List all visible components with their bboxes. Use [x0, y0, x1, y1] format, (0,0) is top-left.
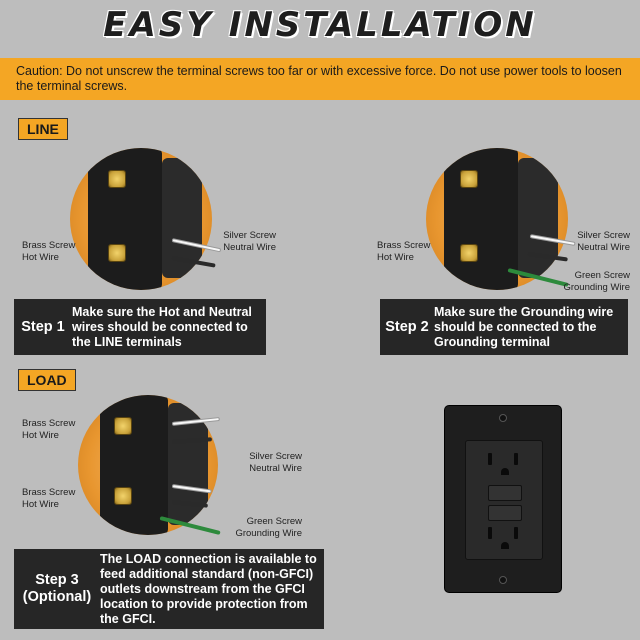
- step3-number: [14, 572, 100, 606]
- step3-number-line1: Step 3: [35, 572, 79, 588]
- step3-callout-silver: [234, 451, 302, 474]
- line-section-label: LINE: [18, 118, 68, 140]
- step2-callout-brass: [377, 240, 430, 263]
- step3-number-line2: (Optional): [22, 589, 92, 605]
- caution-banner: Caution: Do not unscrew the terminal screws too far or with excessive force. Do not use power tools to loosen the terminal screws.: [0, 58, 640, 100]
- callout-neutral-wire: Neutral Wire: [223, 241, 276, 253]
- test-button: [488, 485, 522, 501]
- brass-screw-icon: [114, 417, 132, 435]
- step2-number: Step 2: [385, 318, 429, 335]
- gfci-outlet-image: [444, 405, 562, 593]
- callout-neutral-wire: Neutral Wire: [577, 241, 630, 253]
- step2-text: Make sure the Grounding wire should be connected to the Grounding terminal: [434, 304, 614, 349]
- reset-button: [488, 505, 522, 521]
- step1-callout-silver: [210, 230, 276, 253]
- callout-silver-screw: Silver Screw: [249, 451, 302, 462]
- callout-brass-screw: Brass Screw: [377, 240, 431, 251]
- brass-screw-icon: [108, 244, 126, 262]
- callout-neutral-wire: Neutral Wire: [249, 462, 302, 474]
- step3-text: The LOAD connection is available to feed additional standard (non-GFCI) outlets downstream from the GFCI location to provide protection from the GFCI.: [100, 551, 317, 626]
- callout-brass-screw: Brass Screw: [22, 418, 76, 429]
- callout-silver-screw: Silver Screw: [577, 230, 630, 241]
- step3-box: [14, 549, 324, 629]
- brass-screw-icon: [108, 170, 126, 188]
- callout-hot-wire: Hot Wire: [22, 251, 59, 263]
- callout-silver-screw: Silver Screw: [223, 230, 276, 241]
- step1-callout-brass: [22, 240, 75, 263]
- screw-icon: [499, 414, 507, 422]
- step2-callout-green: [556, 270, 630, 293]
- step3-callout-green: [226, 516, 302, 539]
- step1-box: [14, 299, 266, 355]
- step1-photo: [70, 148, 212, 290]
- step3-callout-brass-bottom: [22, 487, 75, 510]
- callout-hot-wire: Hot Wire: [22, 498, 59, 510]
- load-section-label: LOAD: [18, 369, 76, 391]
- callout-brass-screw: Brass Screw: [22, 240, 76, 251]
- callout-hot-wire: Hot Wire: [22, 429, 59, 441]
- callout-green-screw: Green Screw: [574, 270, 630, 281]
- step3-callout-brass-top: [22, 418, 75, 441]
- step2-photo: [426, 148, 568, 290]
- screw-icon: [499, 576, 507, 584]
- brass-screw-icon: [460, 244, 478, 262]
- brass-screw-icon: [460, 170, 478, 188]
- callout-grounding-wire: Grounding Wire: [563, 281, 630, 293]
- callout-grounding-wire: Grounding Wire: [235, 527, 302, 539]
- callout-brass-screw: Brass Screw: [22, 487, 76, 498]
- outlet-face: [465, 440, 543, 560]
- callout-hot-wire: Hot Wire: [377, 251, 414, 263]
- step3-photo: [78, 395, 218, 535]
- step1-text: Make sure the Hot and Neutral wires should be connected to the LINE terminals: [72, 304, 252, 349]
- callout-green-screw: Green Screw: [246, 516, 302, 527]
- step2-callout-silver: [560, 230, 630, 253]
- step1-number: Step 1: [21, 318, 65, 335]
- page-title: EASY INSTALLATION: [103, 5, 537, 45]
- step2-box: [380, 299, 628, 355]
- brass-screw-icon: [114, 487, 132, 505]
